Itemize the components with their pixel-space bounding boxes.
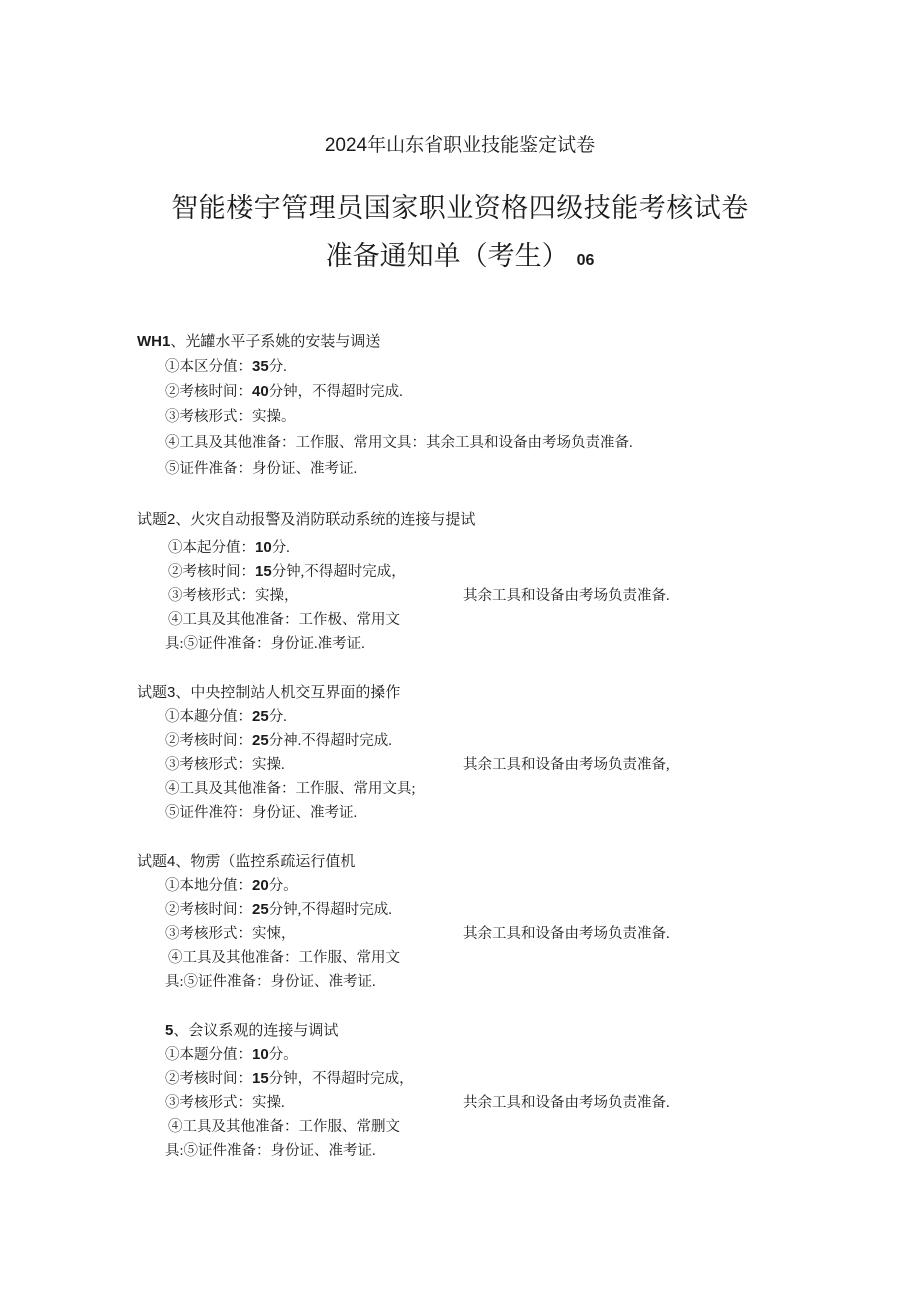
side-note: 其余工具和设备由考场负责准备, [463, 757, 670, 773]
section-line: ②考核时间：25分神.不得超时完成. [165, 732, 392, 749]
section-line: ①本题分值：10分。 [165, 1046, 298, 1063]
sub-title-code: 06 [576, 252, 595, 269]
section-line: ③考核形式：实操。 [165, 409, 296, 425]
section-line: ③考核形式：实悚， [165, 926, 296, 942]
section-line: ①本趣分值：25分. [165, 708, 287, 725]
section-prefix: 试题2 [137, 511, 176, 528]
section-heading [137, 681, 400, 702]
exam-title: 2024年山东省职业技能鉴定试卷 [324, 135, 596, 156]
section-line: ③考核形式：实操. [165, 1095, 285, 1111]
section-line: 具:⑤证件准备：身份证、准考证. [165, 974, 376, 990]
section-heading [137, 508, 475, 529]
section-prefix: WH1 [137, 333, 171, 350]
section-line: ③考核形式：实操， [168, 588, 299, 604]
section-line: ①本区分值：35分. [165, 358, 287, 375]
sub-title-text: 准备通知单（考生） [325, 241, 569, 271]
section-line: 具:⑤证件准备：身份证、准考证. [165, 1143, 376, 1159]
sub-title [0, 234, 920, 273]
section-title: 、会议系观的连接与调试 [173, 1022, 339, 1039]
section-line: ②考核时间：40分钟，不得超时完成. [165, 383, 403, 400]
section-prefix: 5 [165, 1022, 174, 1039]
section-line: 具:⑤证件准备：身份证.准考证. [165, 636, 365, 652]
section-title: 、中央控制站人机交互界面的搡作 [175, 684, 401, 701]
section-line: ⑤证件准备：身份证、准考证. [165, 461, 358, 477]
main-title: 智能楼宇管理员国家职业资格四级技能考核试卷 [171, 193, 749, 223]
section-line: ①本起分值：10分. [168, 539, 290, 556]
section-prefix: 试题4 [137, 853, 176, 870]
section-line: ②考核时间：15分钟，不得超时完成， [165, 1070, 414, 1087]
section-title: 、光罐水平子系姚的安装与调送 [170, 333, 381, 350]
side-note: 共余工具和设备由考场负责准备. [463, 1095, 670, 1111]
section-heading [137, 850, 355, 871]
section-line: ④工具及其他准备：工作服、常用文具; [165, 781, 416, 797]
section-line: ①本地分值：20分。 [165, 877, 298, 894]
section-line: ④工具及其他准备：工作服、常删文 [168, 1119, 400, 1135]
section-heading [137, 330, 380, 351]
section-line: ③考核形式：实操. [165, 757, 285, 773]
section-line: ④工具及其他准备：工作极、常用文 [168, 612, 400, 628]
side-note: 其余工具和设备由考场负责准备. [463, 926, 670, 942]
section-line: ④工具及其他准备：工作服、常用文具：其余工具和设备由考场负责准备. [165, 435, 633, 451]
section-title: 、物雳（监控系疏运行值机 [175, 853, 356, 870]
section-heading [165, 1019, 338, 1040]
section-line: ④工具及其他准备：工作服、常用文 [168, 950, 400, 966]
section-prefix: 试题3 [137, 684, 176, 701]
section-line: ⑤证件准符：身份证、准考证. [165, 805, 358, 821]
side-note: 其余工具和设备由考场负责准备. [463, 588, 670, 604]
section-title: 、火灾自动报警及消防联动系统的连接与提试 [175, 511, 476, 528]
section-line: ②考核时间：15分钟,不得超时完成， [168, 563, 406, 580]
section-line: ②考核时间：25分钟,不得超时完成. [165, 901, 392, 918]
